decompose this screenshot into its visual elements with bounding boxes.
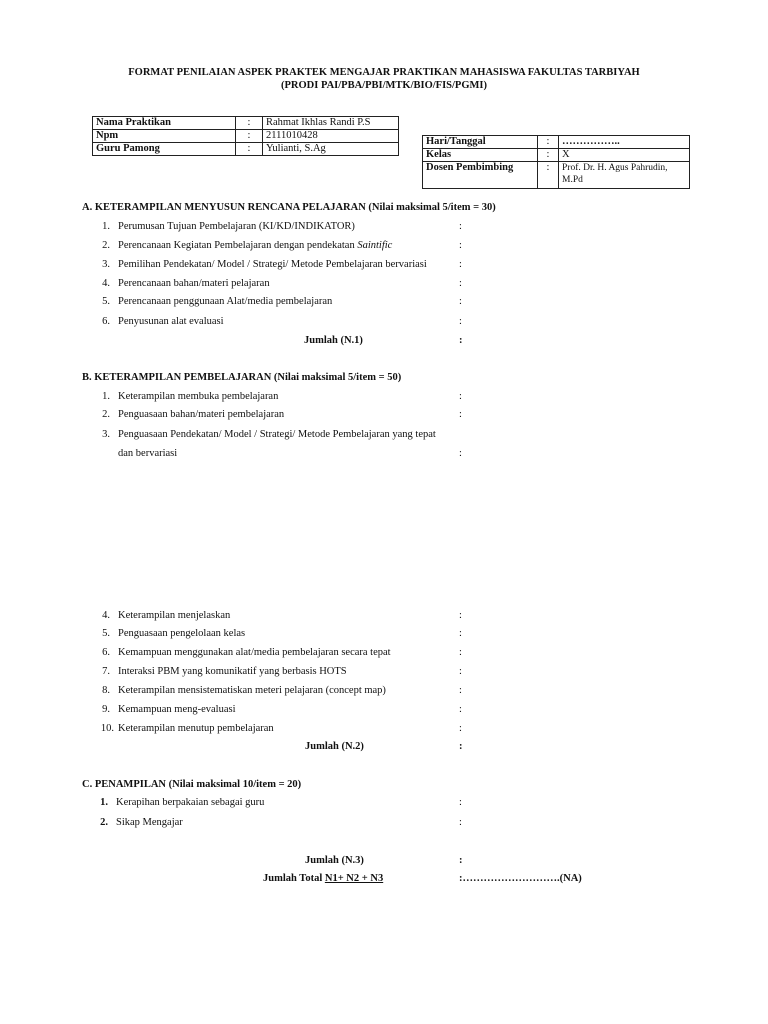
info-row-guru-pamong	[93, 143, 399, 156]
info-sep: :	[538, 162, 559, 189]
item-colon: :	[459, 391, 462, 402]
section-b-item-5: Penguasaan pengelolaan kelas	[118, 628, 246, 639]
info-value-dosen	[559, 162, 690, 189]
info-value-hari-tanggal: ……………..	[559, 136, 690, 149]
item-number: 9.	[102, 704, 110, 715]
total-colon: :	[459, 855, 463, 866]
dosen-name-line2: M.Pd	[562, 175, 583, 185]
dosen-name-line1: Prof. Dr. H. Agus Pahrudin,	[562, 163, 668, 173]
item-colon: :	[459, 221, 462, 232]
section-a-item-6: Penyusunan alat evaluasi	[118, 316, 224, 327]
info-sep: :	[236, 143, 263, 156]
info-row-kelas	[423, 149, 690, 162]
item-number: 1.	[102, 221, 110, 232]
item-number: 3.	[102, 259, 110, 270]
item-number: 6.	[102, 647, 110, 658]
item-number: 2.	[100, 817, 108, 828]
session-info-table	[422, 135, 690, 189]
section-b-item-6: Kemampuan menggunakan alat/media pembelajaran secara tepat	[118, 647, 391, 658]
info-label: Dosen Pembimbing	[423, 162, 538, 189]
item-number: 10.	[100, 723, 114, 734]
section-b-item-1: Keterampilan membuka pembelajaran	[118, 391, 279, 402]
section-b-item-10: Keterampilan menutup pembelajaran	[118, 723, 274, 734]
info-row-dosen	[423, 162, 690, 189]
item-text: Perencanaan Kegiatan Pembelajaran dengan pendekatan	[118, 240, 358, 251]
item-colon: :	[459, 628, 462, 639]
section-b-item-4: Keterampilan menjelaskan	[118, 610, 231, 621]
item-colon: :	[459, 259, 462, 270]
item-colon: :	[459, 666, 462, 677]
section-a-item-2	[118, 240, 392, 251]
info-label: Guru Pamong	[93, 143, 236, 156]
section-a-item-4: Perencanaan bahan/materi pelajaran	[118, 278, 270, 289]
item-colon: :	[459, 240, 462, 251]
info-label: Hari/Tanggal	[423, 136, 538, 149]
item-colon: :	[459, 278, 462, 289]
info-label: Kelas	[423, 149, 538, 162]
section-c-item-1: Kerapihan berpakaian sebagai guru	[116, 797, 265, 808]
section-a-item-1: Perumusan Tujuan Pembelajaran (KI/KD/INDIKATOR)	[118, 221, 355, 232]
page-title-line2: (PRODI PAI/PBA/PBI/MTK/BIO/FIS/PGMI)	[280, 80, 488, 91]
grand-total-formula: N1+ N2 + N3	[324, 873, 384, 884]
grand-total-text: Jumlah Total	[263, 873, 325, 884]
item-number: 5.	[102, 296, 110, 307]
item-number: 2.	[102, 240, 110, 251]
section-c-total-label: Jumlah (N.3)	[305, 855, 364, 866]
item-colon: :	[459, 610, 462, 621]
section-b-item-3: Penguasaan Pendekatan/ Model / Strategi/ Metode Pembelajaran yang tepat	[118, 429, 436, 440]
item-colon: :	[459, 409, 462, 420]
item-colon: :	[459, 817, 462, 828]
item-number: 1.	[102, 391, 110, 402]
section-b-heading: B. KETERAMPILAN PEMBELAJARAN (Nilai maksimal 5/item = 50)	[82, 372, 402, 383]
section-b-item-7: Interaksi PBM yang komunikatif yang berbasis HOTS	[118, 666, 347, 677]
section-b-item-8: Keterampilan mensistematiskan meteri pelajaran (concept map)	[118, 685, 386, 696]
item-number: 4.	[102, 610, 110, 621]
item-colon: :	[459, 685, 462, 696]
info-sep: :	[236, 117, 263, 130]
item-number: 3.	[102, 429, 110, 440]
info-value-kelas: X	[559, 149, 690, 162]
section-a-total-label: Jumlah (N.1)	[304, 335, 363, 346]
info-value-npm: 2111010428	[263, 130, 399, 143]
section-c-item-2: Sikap Mengajar	[116, 817, 183, 828]
grand-total-label	[263, 873, 383, 884]
item-number: 7.	[102, 666, 110, 677]
section-b-total-label: Jumlah (N.2)	[305, 741, 364, 752]
info-sep: :	[538, 136, 559, 149]
section-c-heading: C. PENAMPILAN (Nilai maksimal 10/item = 20)	[82, 779, 302, 790]
grand-total-value: :……………………….(NA)	[459, 873, 582, 884]
page-title-line1: FORMAT PENILAIAN ASPEK PRAKTEK MENGAJAR PRAKTIKAN MAHASISWA FAKULTAS TARBIYAH	[128, 67, 640, 78]
section-b-item-9: Kemampuan meng-evaluasi	[118, 704, 236, 715]
info-label: Npm	[93, 130, 236, 143]
info-row-npm	[93, 130, 399, 143]
info-sep: :	[236, 130, 263, 143]
item-colon: :	[459, 797, 462, 808]
total-colon: :	[459, 335, 463, 346]
section-b-item-2: Penguasaan bahan/materi pembelajaran	[118, 409, 285, 420]
item-text-italic: Saintific	[357, 240, 393, 251]
total-colon: :	[459, 741, 463, 752]
item-colon: :	[459, 647, 462, 658]
item-colon: :	[459, 723, 462, 734]
item-number: 6.	[102, 316, 110, 327]
info-label: Nama Praktikan	[93, 117, 236, 130]
item-colon: :	[459, 316, 462, 327]
student-info-table	[92, 116, 399, 156]
info-row-hari-tanggal	[423, 136, 690, 149]
item-colon: :	[459, 704, 462, 715]
item-colon: :	[459, 448, 462, 459]
info-value-nama: Rahmat Ikhlas Randi P.S	[263, 117, 399, 130]
info-row-nama	[93, 117, 399, 130]
item-colon: :	[459, 296, 462, 307]
section-b-item-3-continued: dan bervariasi	[118, 448, 178, 459]
section-a-heading: A. KETERAMPILAN MENYUSUN RENCANA PELAJARAN (Nilai maksimal 5/item = 30)	[82, 202, 496, 213]
item-number: 8.	[102, 685, 110, 696]
info-sep: :	[538, 149, 559, 162]
section-a-item-5: Perencanaan penggunaan Alat/media pembelajaran	[118, 296, 333, 307]
item-number: 2.	[102, 409, 110, 420]
item-number: 5.	[102, 628, 110, 639]
item-number: 1.	[100, 797, 108, 808]
item-number: 4.	[102, 278, 110, 289]
info-value-guru-pamong: Yulianti, S.Ag	[263, 143, 399, 156]
section-a-item-3: Pemilihan Pendekatan/ Model / Strategi/ Metode Pembelajaran bervariasi	[118, 259, 427, 270]
